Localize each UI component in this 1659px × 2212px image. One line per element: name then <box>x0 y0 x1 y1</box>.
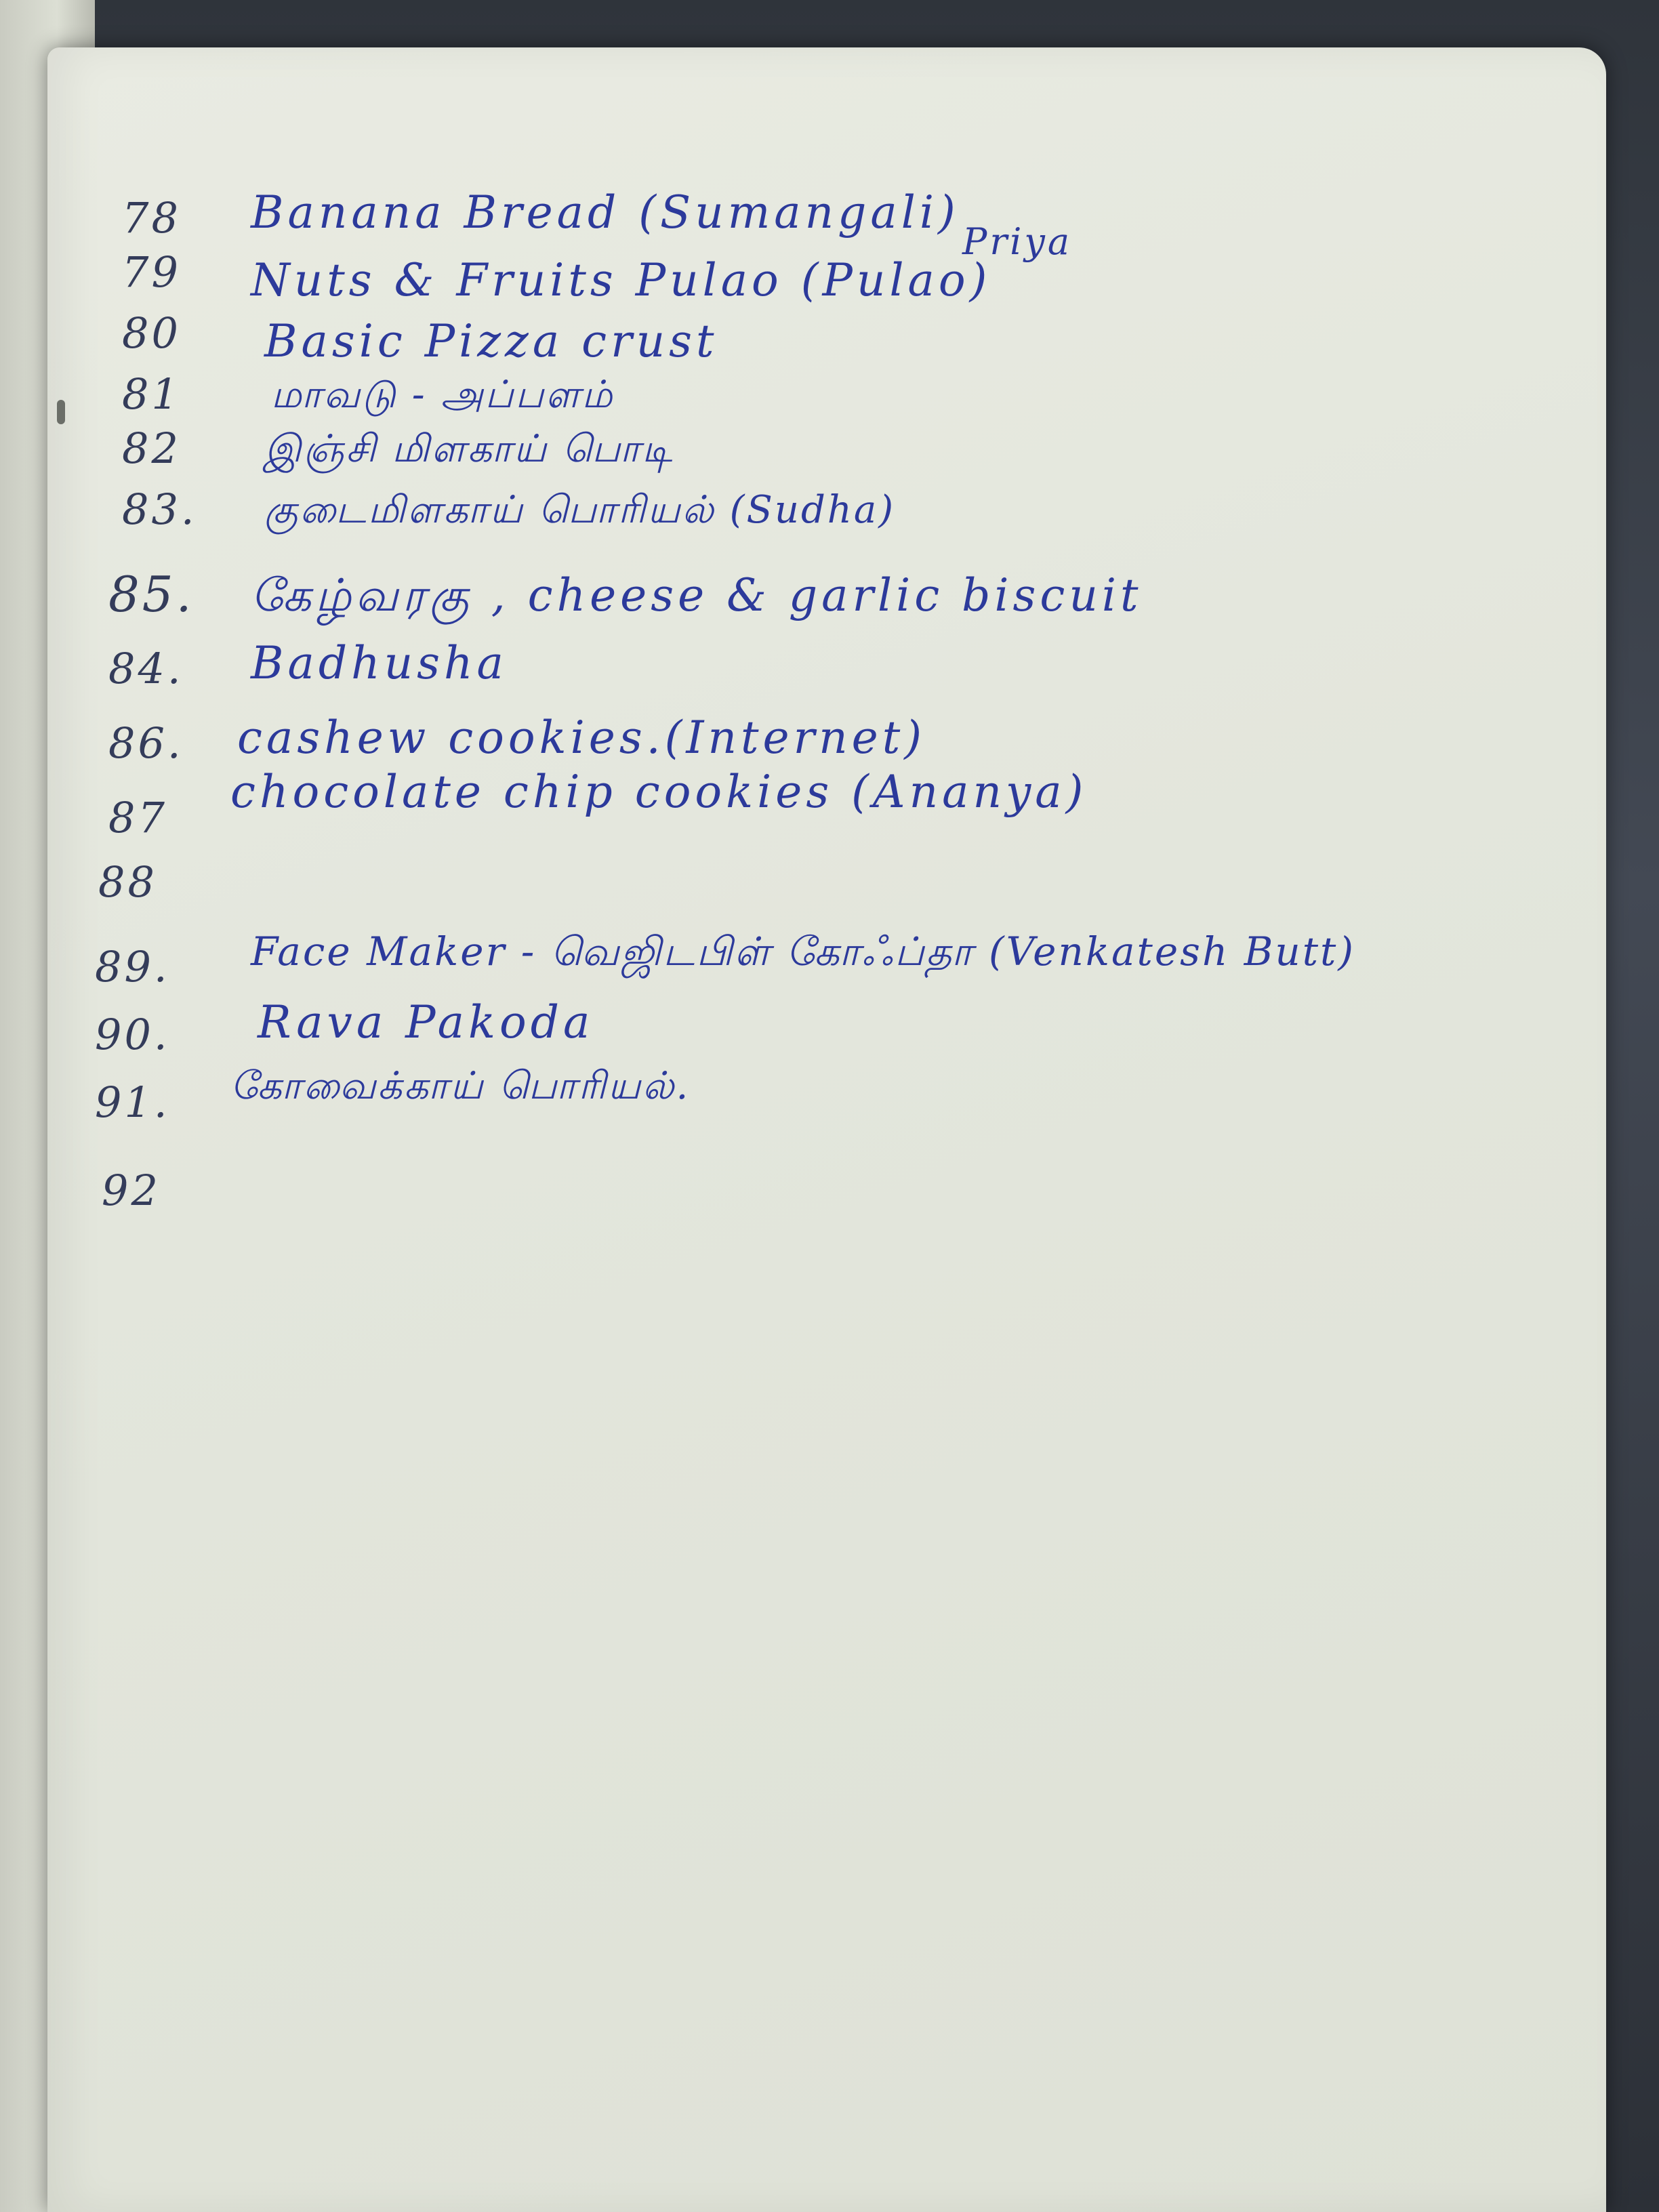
entry-number: 79 <box>122 247 181 297</box>
entry-title: குடைமிளகாய் பொரியல் (Sudha) <box>264 488 896 532</box>
entry-title: கேழ்வரகு , cheese & garlic biscuit <box>251 569 1143 621</box>
entry-number: 85. <box>108 566 194 623</box>
entry-number: 86. <box>108 718 184 768</box>
entry-title: இஞ்சி மிளகாய் பொடி <box>264 427 674 471</box>
entry-title: Basic Pizza crust <box>264 315 718 367</box>
entry-title: Banana Bread (Sumangali) <box>251 186 960 239</box>
entry-number: 83. <box>122 485 197 534</box>
entry-number: 88 <box>98 857 157 907</box>
notebook-page <box>47 47 1606 2212</box>
entry-number: 87 <box>108 793 167 842</box>
entry-title: chocolate chip cookies (Ananya) <box>230 766 1088 818</box>
entry-title: Badhusha <box>251 637 508 689</box>
entry-title: cashew cookies.(Internet) <box>237 712 926 764</box>
entry-number: 89. <box>95 942 170 991</box>
entry-number: 90. <box>95 1010 170 1059</box>
entry-number: 92 <box>102 1166 161 1215</box>
recipe-index-list <box>47 47 1606 2212</box>
entry-title: கோவைக்காய் பொரியல். <box>230 1064 691 1108</box>
entry-note-priya: Priya <box>962 220 1073 263</box>
entry-number: 80 <box>122 308 181 358</box>
entry-number: 91. <box>95 1078 170 1127</box>
entry-number: 84. <box>108 644 184 693</box>
entry-number: 78 <box>122 193 181 243</box>
entry-title: Rava Pakoda <box>258 996 594 1048</box>
entry-title: Nuts & Fruits Pulao (Pulao) <box>251 254 991 306</box>
entry-number: 82 <box>122 424 181 473</box>
entry-title: மாவடு - அப்பளம் <box>271 373 615 417</box>
entry-number: 81 <box>122 369 181 419</box>
entry-title: Face Maker - வெஜிடபிள் கோஃப்தா (Venkatesh Butt) <box>251 928 1355 975</box>
